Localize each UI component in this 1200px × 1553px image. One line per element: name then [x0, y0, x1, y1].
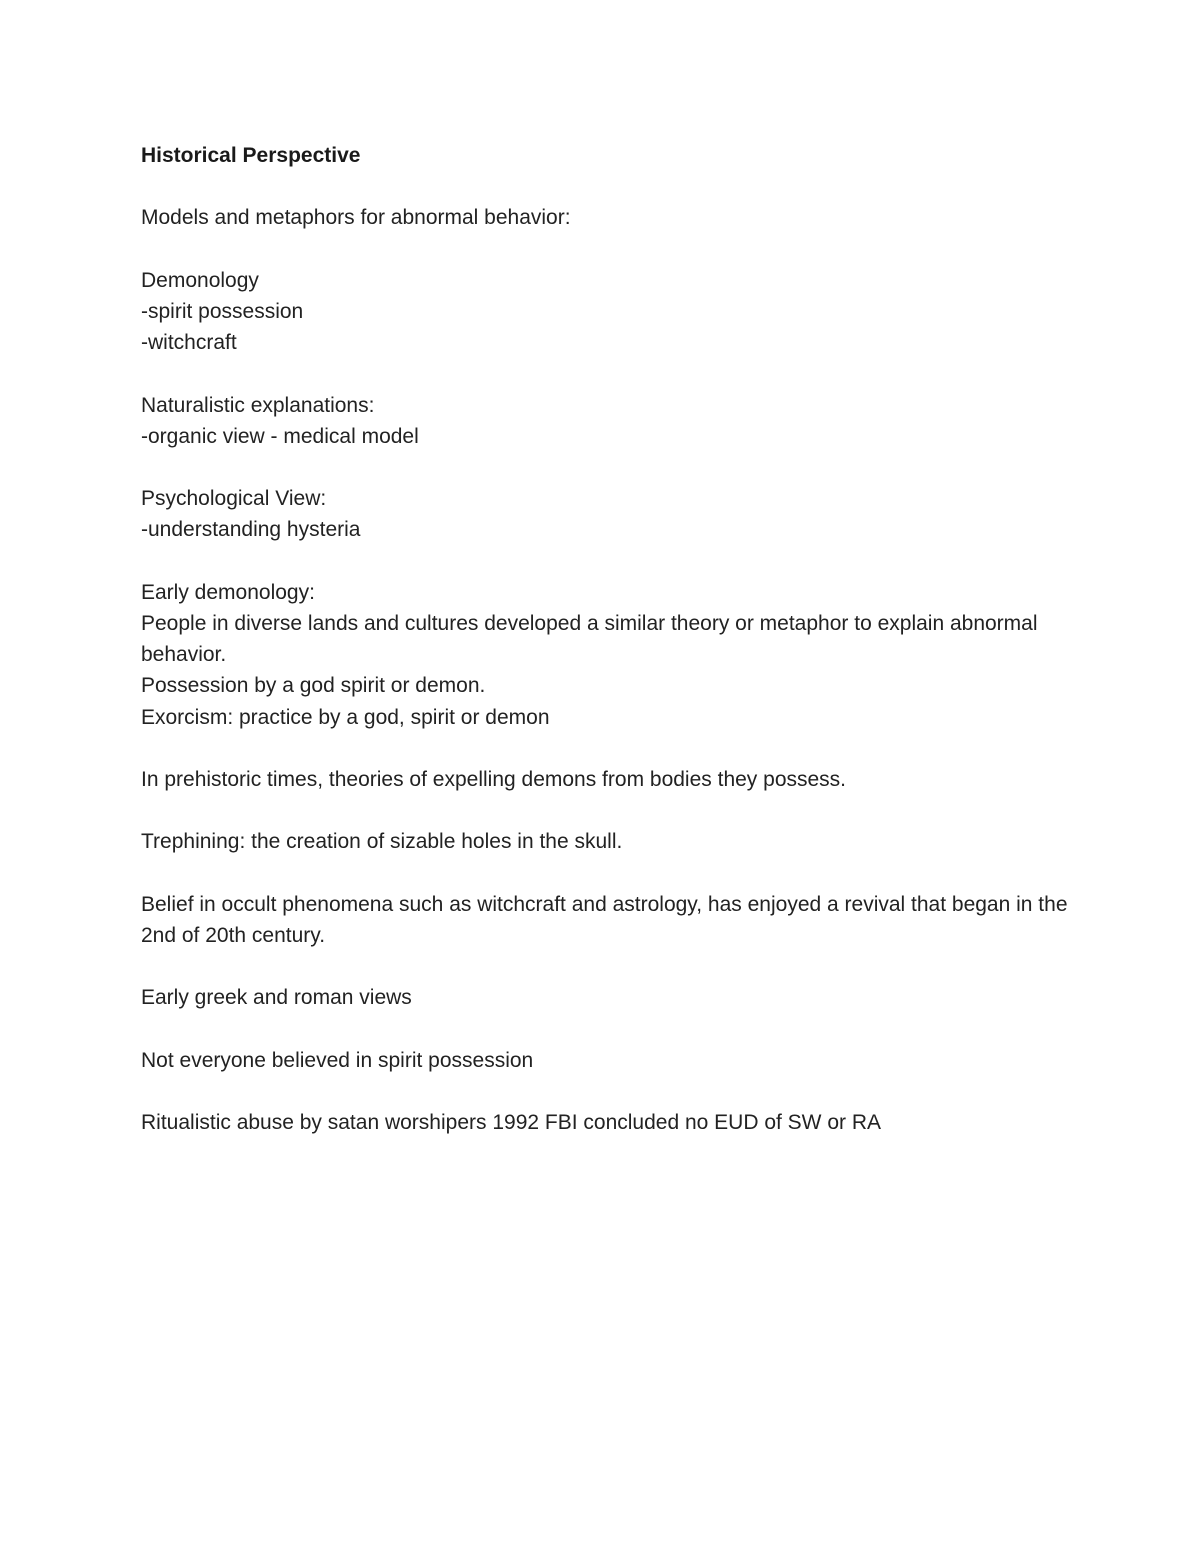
- text-line: Exorcism: practice by a god, spirit or demon: [141, 705, 550, 729]
- spacer: [141, 1076, 1071, 1107]
- text-line: Demonology: [141, 268, 259, 292]
- text-line: People in diverse lands and cultures developed a similar theory or metaphor to explain abnormal behavior.: [141, 611, 1038, 667]
- spacer: [141, 733, 1071, 764]
- text-line: Possession by a god spirit or demon.: [141, 674, 486, 698]
- text-line: Trephining: the creation of sizable holes in the skull.: [141, 830, 623, 854]
- text-line: -witchcraft: [141, 331, 237, 355]
- text-line: Not everyone believed in spirit possession: [141, 1048, 534, 1072]
- text-line: Psychological View:: [141, 487, 327, 511]
- text-line: Ritualistic abuse by satan worshipers 1992 FBI concluded no EUD of SW or RA: [141, 1111, 882, 1135]
- document-body: [141, 140, 1071, 1138]
- text-line: Naturalistic explanations:: [141, 393, 375, 417]
- spacer: [141, 171, 1071, 202]
- spacer: [141, 858, 1071, 889]
- text-line: Early greek and roman views: [141, 986, 412, 1010]
- text-line: -spirit possession: [141, 299, 304, 323]
- spacer: [141, 546, 1071, 577]
- spacer: [141, 951, 1071, 982]
- spacer: [141, 452, 1071, 483]
- text-line: -organic view - medical model: [141, 424, 419, 448]
- text-line: -understanding hysteria: [141, 518, 361, 542]
- text-line: In prehistoric times, theories of expelling demons from bodies they possess.: [141, 767, 847, 791]
- text-line: Models and metaphors for abnormal behavior:: [141, 206, 571, 230]
- document-title: Historical Perspective: [141, 144, 361, 167]
- spacer: [141, 234, 1071, 265]
- text-line: Belief in occult phenomena such as witchcraft and astrology, has enjoyed a revival that began in the 2nd of 20th century.: [141, 892, 1068, 947]
- spacer: [141, 1014, 1071, 1045]
- spacer: [141, 795, 1071, 826]
- text-line: Early demonology:: [141, 580, 315, 604]
- spacer: [141, 358, 1071, 389]
